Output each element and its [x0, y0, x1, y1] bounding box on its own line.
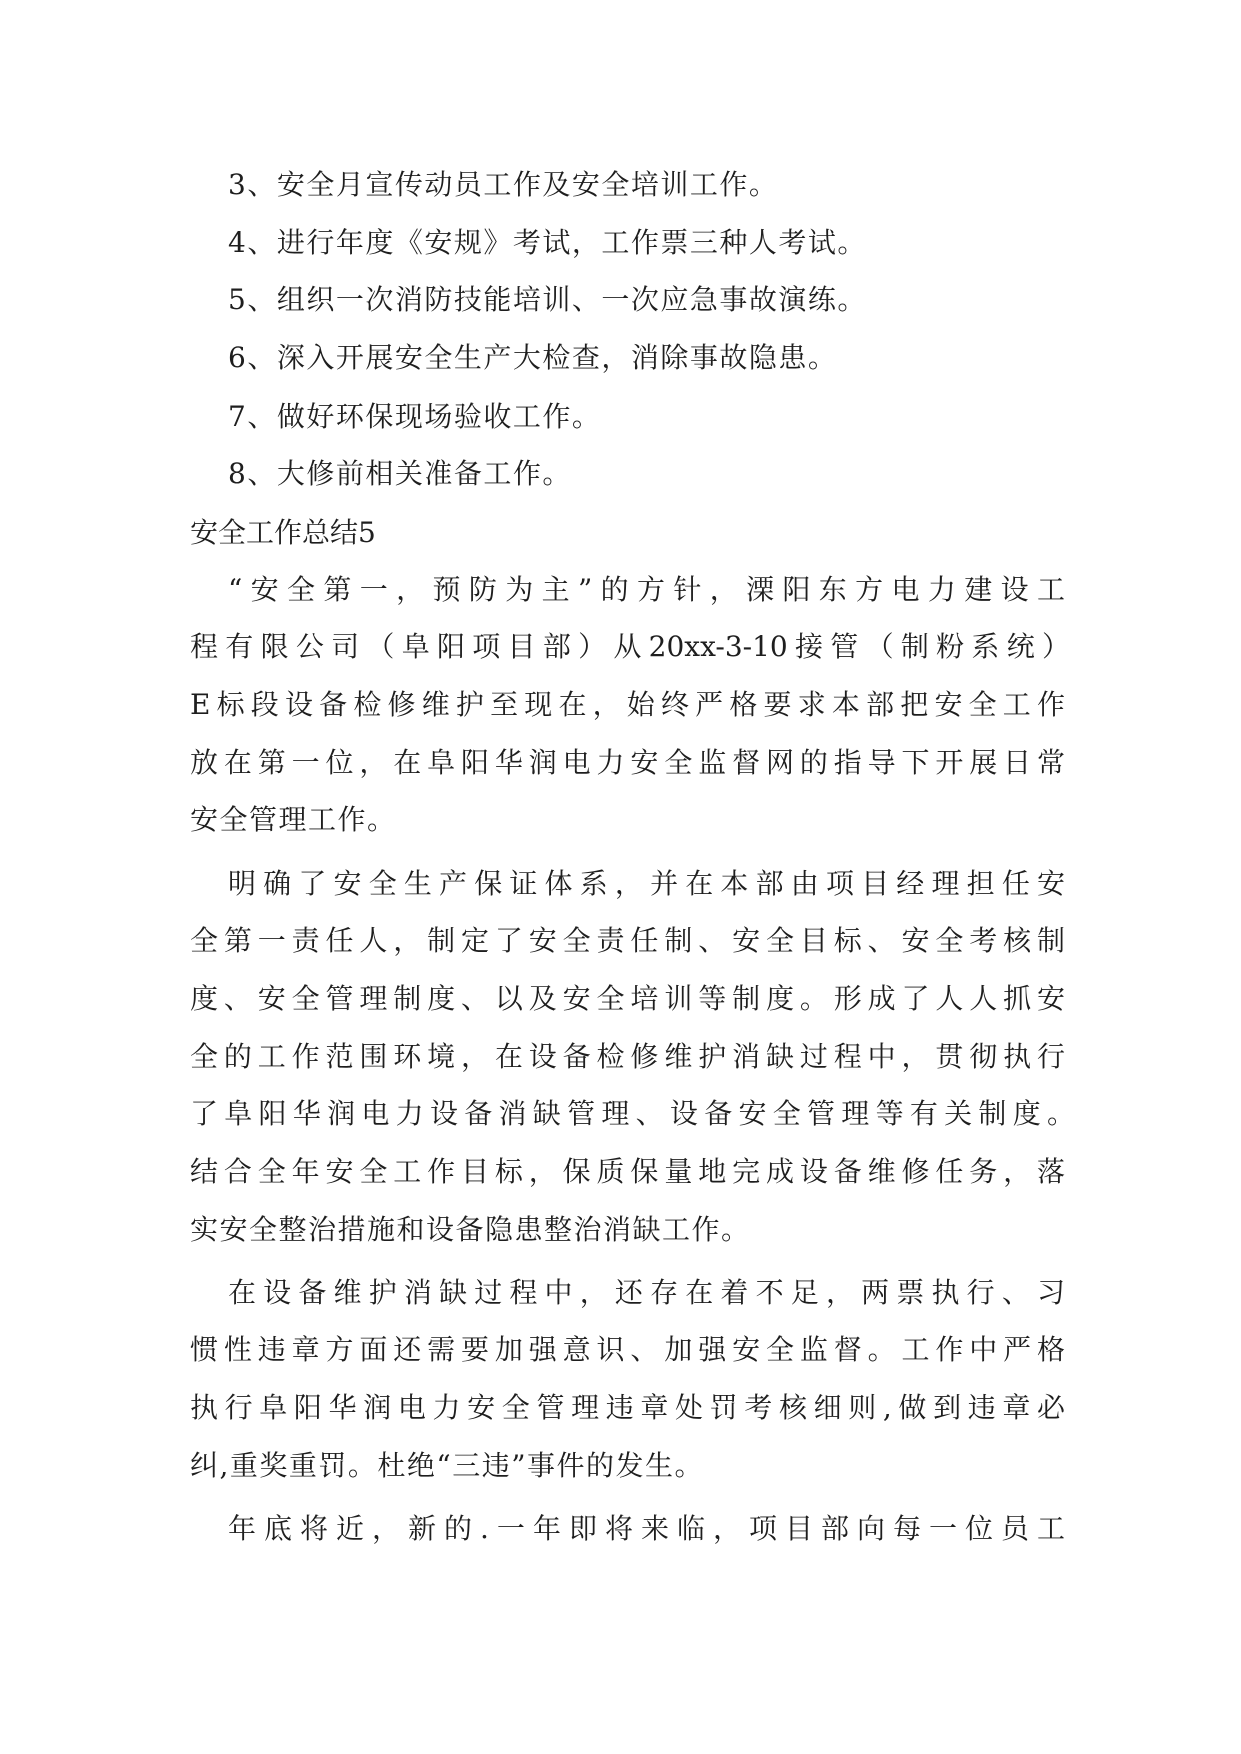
paragraph-line: 实安全整治措施和设备隐患整治消缺工作。: [190, 1213, 751, 1246]
paragraph-line: 全第一责任人，制定了安全责任制、安全目标、安全考核制: [190, 924, 1065, 957]
paragraph-line: 程有限公司（阜阳项目部）从20xx-3-10接管（制粉系统）: [190, 630, 1070, 663]
paragraph-line: 惯性违章方面还需要加强意识、加强安全监督。工作中严格: [190, 1333, 1065, 1366]
paragraph-line: E标段设备检修维护至现在，始终严格要求本部把安全工作: [190, 688, 1065, 721]
list-item: 8、大修前相关准备工作。: [228, 457, 572, 490]
paragraph-line: 放在第一位，在阜阳华润电力安全监督网的指导下开展日常: [190, 746, 1065, 779]
paragraph-line: 明确了安全生产保证体系，并在本部由项目经理担任安: [228, 867, 1065, 900]
list-item: 3、安全月宣传动员工作及安全培训工作。: [228, 168, 779, 201]
paragraph-line: 安全管理工作。: [190, 803, 397, 836]
list-item: 7、做好环保现场验收工作。: [228, 400, 602, 433]
paragraph-line: 执行阜阳华润电力安全管理违章处罚考核细则,做到违章必: [190, 1391, 1065, 1424]
paragraph-line: 了阜阳华润电力设备消缺管理、设备安全管理等有关制度。: [190, 1097, 1075, 1130]
section-heading: 安全工作总结5: [190, 516, 376, 549]
paragraph-line: 纠,重奖重罚。杜绝“三违”事件的发生。: [190, 1449, 705, 1482]
paragraph-line: 年底将近，新的.一年即将来临，项目部向每一位员工: [228, 1512, 1065, 1545]
paragraph-line: 结合全年安全工作目标，保质保量地完成设备维修任务，落: [190, 1155, 1065, 1188]
paragraph-line: 全的工作范围环境，在设备检修维护消缺过程中，贯彻执行: [190, 1040, 1065, 1073]
list-item: 6、深入开展安全生产大检查，消除事故隐患。: [228, 341, 838, 374]
paragraph-line: 在设备维护消缺过程中，还存在着不足，两票执行、习: [228, 1276, 1065, 1309]
list-item: 5、组织一次消防技能培训、一次应急事故演练。: [228, 283, 867, 316]
list-item: 4、进行年度《安规》考试，工作票三种人考试。: [228, 226, 867, 259]
paragraph-line: 度、安全管理制度、以及安全培训等制度。形成了人人抓安: [190, 982, 1065, 1015]
paragraph-line: “安全第一，预防为主”的方针，溧阳东方电力建设工: [228, 573, 1065, 606]
